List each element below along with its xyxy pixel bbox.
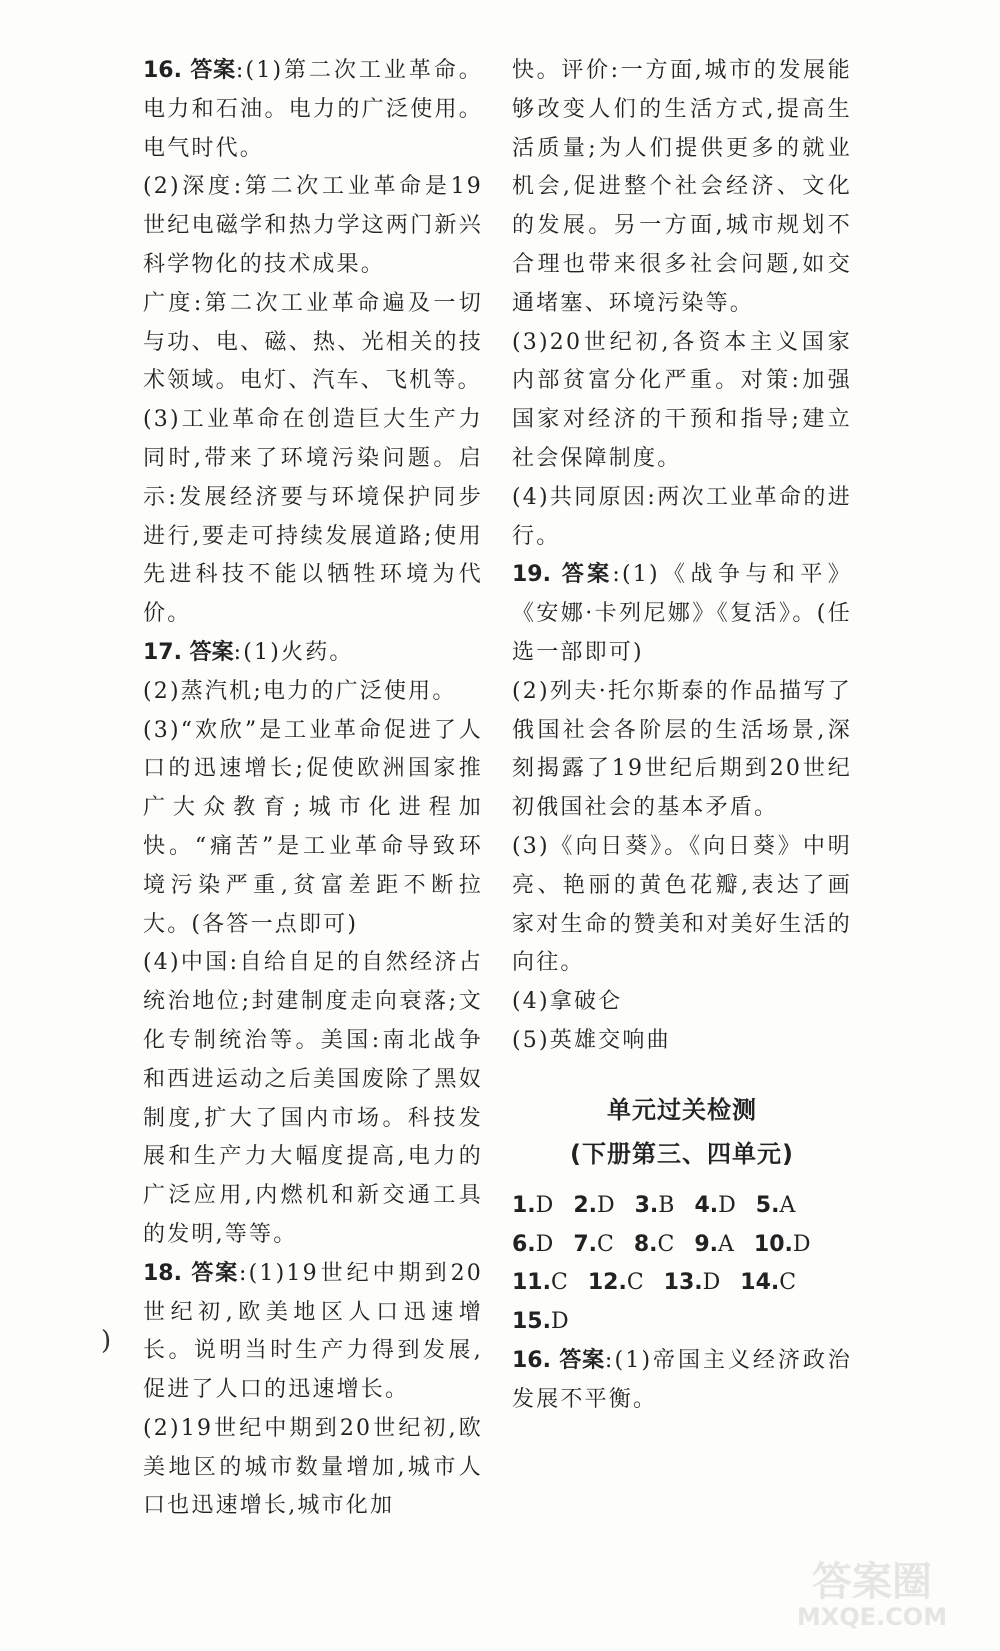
- mc-item: [512, 1187, 553, 1226]
- mc-choice: C: [779, 1270, 797, 1296]
- mc-number: 6.: [512, 1231, 536, 1257]
- mc-number: 1.: [512, 1192, 536, 1218]
- mc-item: [512, 1264, 568, 1303]
- mc-number: 9.: [694, 1231, 719, 1257]
- watermark-text: 答案圈: [812, 1559, 932, 1605]
- watermark-domain: MXQE.COM: [796, 1603, 948, 1631]
- mc-item: [634, 1226, 675, 1265]
- mc-row: [512, 1303, 852, 1342]
- q18-answer-3: (3)20世纪初,各资本主义国家内部贫富分化严重。对策:加强国家对经济的干预和指导;建立社会保障制度。: [512, 329, 852, 471]
- mc-item: [664, 1264, 721, 1303]
- q17-answer-3: (3)“欢欣”是工业革命促进了人口的迅速增长;促使欧洲国家推广大众教育;城市化进程加快。“痛苦”是工业革命导致环境污染严重,贫富差距不断拉大。(各答一点即可): [143, 717, 483, 937]
- mc-row: [512, 1264, 852, 1303]
- mc-item: [694, 1187, 735, 1226]
- mc-choice: D: [792, 1231, 811, 1257]
- mc-item: [512, 1226, 553, 1265]
- mc-number: 13.: [663, 1270, 703, 1296]
- mc-number: 7.: [573, 1231, 597, 1257]
- q18-answer-2: (2)19世纪中期到20世纪初,欧美地区的城市数量增加,城市人口也迅速增长,城市化加: [143, 1415, 483, 1519]
- mc-item: [635, 1187, 675, 1226]
- q16-answer-2-breadth: 广度:第二次工业革命遍及一切与功、电、磁、热、光相关的技术领域。电灯、汽车、飞机等。: [143, 290, 483, 394]
- q18-answer-4: (4)共同原因:两次工业革命的进行。: [512, 484, 852, 549]
- mc-choice: D: [702, 1270, 721, 1296]
- q19-answer-2: (2)列夫·托尔斯泰的作品描写了俄国社会各阶层的生活场景,深刻揭露了19世纪后期到20世纪初俄国社会的基本矛盾。: [512, 678, 852, 821]
- mc-item: [756, 1187, 796, 1226]
- mc-choice: C: [657, 1231, 675, 1257]
- mc-number: 11.: [512, 1270, 551, 1296]
- mc-number: 12.: [587, 1270, 627, 1296]
- left-column: [143, 52, 483, 1526]
- mc-row: [512, 1226, 852, 1265]
- mc-choice: D: [535, 1192, 554, 1218]
- q19-answer-5: (5)英雄交响曲: [512, 1027, 671, 1053]
- mc-number: 8.: [633, 1231, 658, 1257]
- mc-choice: C: [550, 1270, 568, 1296]
- q16-answer-2: (2)深度:第二次工业革命是19世纪电磁学和热力学这两门新兴科学物化的技术成果。: [143, 174, 483, 277]
- mc-choice: B: [658, 1192, 675, 1218]
- mc-item: [740, 1264, 796, 1303]
- mc-number: 10.: [753, 1231, 793, 1257]
- mc-item: [512, 1303, 569, 1342]
- right-column: [512, 52, 852, 1420]
- mc-number: 15.: [512, 1309, 551, 1335]
- mc-number: 3.: [634, 1192, 659, 1218]
- mc-item: [588, 1264, 644, 1303]
- q16-answer-1: 16. 答案:(1)第二次工业革命。电力和石油。电力的广泛使用。电气时代。: [143, 58, 483, 161]
- mc-choice: D: [718, 1192, 736, 1218]
- q17-label: 17. 答案: [143, 639, 234, 665]
- mc-row: [512, 1187, 852, 1226]
- q18-label: 18. 答案: [143, 1260, 240, 1286]
- q19-answer-1: 19. 答案:(1)《战争与和平》《安娜·卡列尼娜》《复活》。(任选一部即可): [512, 562, 852, 665]
- section-subtitle: (下册第三、四单元): [570, 1139, 794, 1168]
- mc-item: [573, 1226, 614, 1265]
- mc-choice: D: [596, 1192, 615, 1218]
- mc-choice: D: [550, 1309, 569, 1335]
- q19-answer-4: (4)拿破仑: [512, 989, 623, 1015]
- mc-choice: C: [626, 1270, 644, 1296]
- mc-number: 4.: [694, 1192, 719, 1218]
- q18-answer-2-cont: 快。评价:一方面,城市的发展能够改变人们的生活方式,提高生活质量;为人们提供更多的就业机会,促进整个社会经济、文化的发展。另一方面,城市规划不合理也带来很多社会问题,如交通堵塞、环境污染等。: [512, 58, 852, 316]
- q19-label: 19. 答案: [512, 562, 613, 588]
- q17-answer-1: 17. 答案:(1)火药。: [143, 639, 354, 665]
- mc-choice: D: [535, 1231, 554, 1257]
- mc-choice: C: [596, 1231, 614, 1257]
- q18-answer-1: 18. 答案:(1)19世纪中期到20世纪初,欧美地区人口迅速增长。说明当时生产力得到发展,促进了人口的迅速增长。: [143, 1260, 483, 1403]
- mc-item: [573, 1187, 614, 1226]
- q17-answer-4: (4)中国:自给自足的自然经济占统治地位;封建制度走向衰落;文化专制统治等。美国:南北战争和西进运动之后美国废除了黑奴制度,扩大了国内市场。科技发展和生产力大幅度提高,电力的广泛应用,内燃机和新交通工具的发明,等等。: [143, 950, 483, 1247]
- mc-number: 14.: [740, 1270, 780, 1296]
- mc-number: 2.: [573, 1192, 597, 1218]
- q19-answer-3: (3)《向日葵》。《向日葵》中明亮、艳丽的黄色花瓣,表达了画家对生命的赞美和对美好生活的向往。: [512, 833, 852, 976]
- mc-item: [754, 1226, 811, 1265]
- mc-choice: A: [718, 1231, 734, 1257]
- mc-number: 5.: [755, 1192, 780, 1218]
- section-title: 单元过关检测: [607, 1095, 757, 1124]
- q16-label: 16. 答案: [143, 58, 236, 83]
- q17-answer-2: (2)蒸汽机;电力的广泛使用。: [143, 678, 457, 704]
- mc-item: [694, 1226, 734, 1265]
- margin-mark: ): [101, 1326, 112, 1356]
- q16b-answer-1: 16. 答案:(1)帝国主义经济政治发展不平衡。: [512, 1347, 852, 1412]
- mc-choice: A: [779, 1192, 796, 1218]
- watermark-logo: [772, 1551, 972, 1633]
- multiple-choice-answers: [512, 1187, 852, 1342]
- q16b-label: 16. 答案: [512, 1347, 605, 1373]
- q16-answer-3: (3)工业革命在创造巨大生产力同时,带来了环境污染问题。启示:发展经济要与环境保护同步进行,要走可持续发展道路;使用先进科技不能以牺牲环境为代价。: [143, 407, 483, 627]
